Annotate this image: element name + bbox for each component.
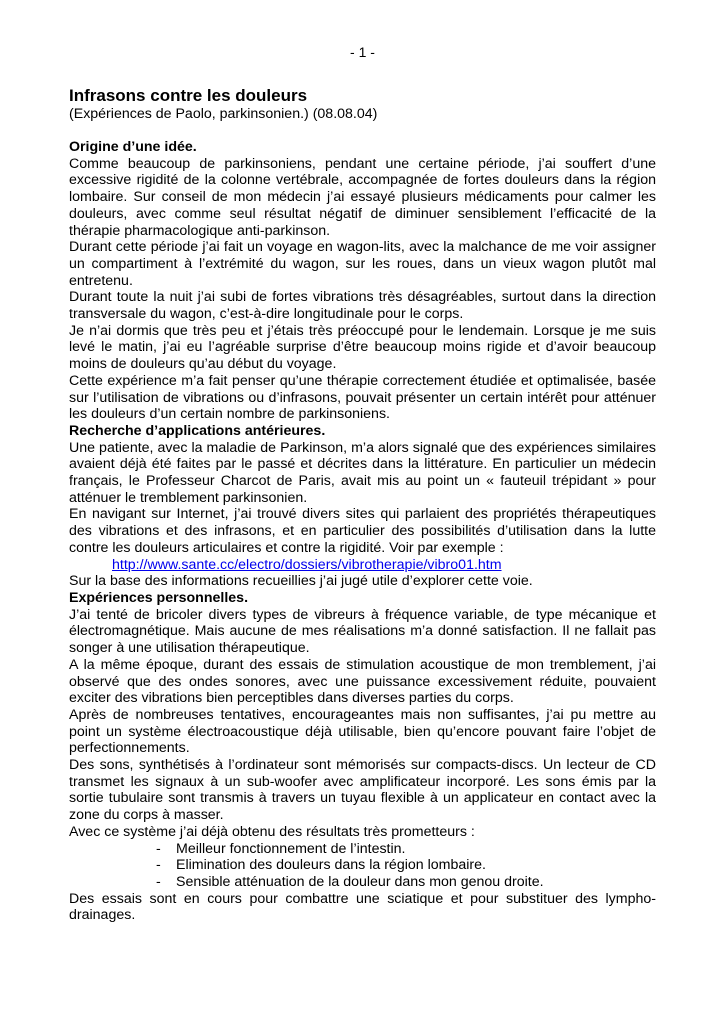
- link-line: [69, 557, 656, 574]
- section-heading-origine: Origine d’une idée.: [69, 139, 197, 155]
- paragraph: Durant cette période j’ai fait un voyage en wagon-lits, avec la malchance de me voir assigner un compartiment à l’extrémité du wagon, sur les roues, dans un vieux wagon plutôt mal entretenu.: [69, 239, 656, 289]
- paragraph: Durant toute la nuit j’ai subi de fortes vibrations très désagréables, surtout dans la direction transversale du wagon, c’est-à-dire longitudinale pour le corps.: [69, 289, 656, 323]
- document-body: [69, 139, 656, 924]
- page-number: - 1 -: [350, 44, 375, 60]
- paragraph: En navigant sur Internet, j’ai trouvé divers sites qui parlaient des propriétés thérapeutiques des vibrations et des infrasons, et en particulier des possibilités d’utilisation dans la lutte contre les douleurs articulaires et contre la rigidité. Voir par exemple :: [69, 506, 656, 556]
- document-subtitle: (Expériences de Paolo, parkinsonien.) (08.08.04): [69, 106, 378, 122]
- section-heading-experiences: Expériences personnelles.: [69, 589, 249, 606]
- paragraph: Je n’ai dormis que très peu et j’étais très préoccupé pour le lendemain. Lorsque je me suis levé le matin, j’ai eu l’agréable surprise d’être beaucoup moins rigide et d’avoir beaucoup moins de douleurs qu’au début du voyage.: [69, 322, 656, 373]
- document-title: Infrasons contre les douleurs: [69, 86, 308, 105]
- paragraph: Cette expérience m’a fait penser qu’une thérapie correctement étudiée et optimalisée, basée sur l’utilisation de vibrations ou d’infrasons, pouvait présenter un certain intérêt pour atténuer les douleurs d’un certain nombre de parkinsoniens.: [69, 372, 656, 423]
- list-item: [69, 857, 656, 874]
- paragraph: A la même époque, durant des essais de stimulation acoustique de mon tremblement, j’ai observé que des ondes sonores, avec une puissance excessivement réduite, pouvaient exciter des vibrations bien perceptibles dans diverses parties du corps.: [69, 656, 656, 707]
- paragraph: Des essais sont en cours pour combattre une sciatique et pour substituer des lympho-drainages.: [69, 890, 656, 924]
- bullet-dash: -: [156, 840, 161, 857]
- list-item-text: Sensible atténuation de la douleur dans mon genou droite.: [176, 873, 544, 890]
- vibrotherapie-link[interactable]: http://www.sante.cc/electro/dossiers/vibrotherapie/vibro01.htm: [112, 556, 502, 573]
- bullet-dash: -: [156, 873, 161, 890]
- paragraph: Comme beaucoup de parkinsoniens, pendant une certaine période, j’ai souffert d’une excessive rigidité de la colonne vertébrale, accompagnée de fortes douleurs dans la région lombaire. Sur conseil de mon médecin j’ai essayé plusieurs médicaments pour calmer les douleurs, avec comme seul résultat négatif de diminuer sensiblement l’efficacité de la thérapie pharmacologique anti-parkinson.: [69, 155, 656, 239]
- results-list: [69, 841, 656, 891]
- list-item: [69, 841, 656, 858]
- list-item-text: Elimination des douleurs dans la région lombaire.: [176, 857, 486, 874]
- paragraph: Avec ce système j’ai déjà obtenu des résultats très prometteurs :: [69, 823, 475, 840]
- list-item: [69, 874, 656, 891]
- section-heading-recherche: Recherche d’applications antérieures.: [69, 422, 326, 439]
- paragraph: Des sons, synthétisés à l’ordinateur sont mémorisés sur compacts-discs. Un lecteur de CD transmet les signaux à un sub-woofer avec amplificateur incorporé. Les sons émis par la sortie tubulaire sont transmis à travers un tuyau flexible à un applicateur en contact avec la zone du corps à masser.: [69, 757, 656, 824]
- paragraph: J’ai tenté de bricoler divers types de vibreurs à fréquence variable, de type mécanique et électromagnétique. Mais aucune de mes réalisations m’a donné satisfaction. Il ne fallait pas songer à une utilisation thérapeutique.: [69, 606, 656, 657]
- list-item-text: Meilleur fonctionnement de l’intestin.: [176, 840, 406, 857]
- paragraph: Après de nombreuses tentatives, encourageantes mais non suffisantes, j’ai pu mettre au point un système électroacoustique déjà utilisable, bien qu’encore pouvant faire l’objet de perfectionnements.: [69, 706, 656, 757]
- bullet-dash: -: [156, 857, 161, 874]
- paragraph: Sur la base des informations recueillies j’ai jugé utile d’explorer cette voie.: [69, 573, 533, 590]
- paragraph: Une patiente, avec la maladie de Parkinson, m’a alors signalé que des expériences similaires avaient déjà été faites par le passé et décrites dans la littérature. En particulier un médecin français, le Professeur Charcot de Paris, avait mis au point un « fauteuil trépidant » pour atténuer le tremblement parkinsonien.: [69, 439, 656, 506]
